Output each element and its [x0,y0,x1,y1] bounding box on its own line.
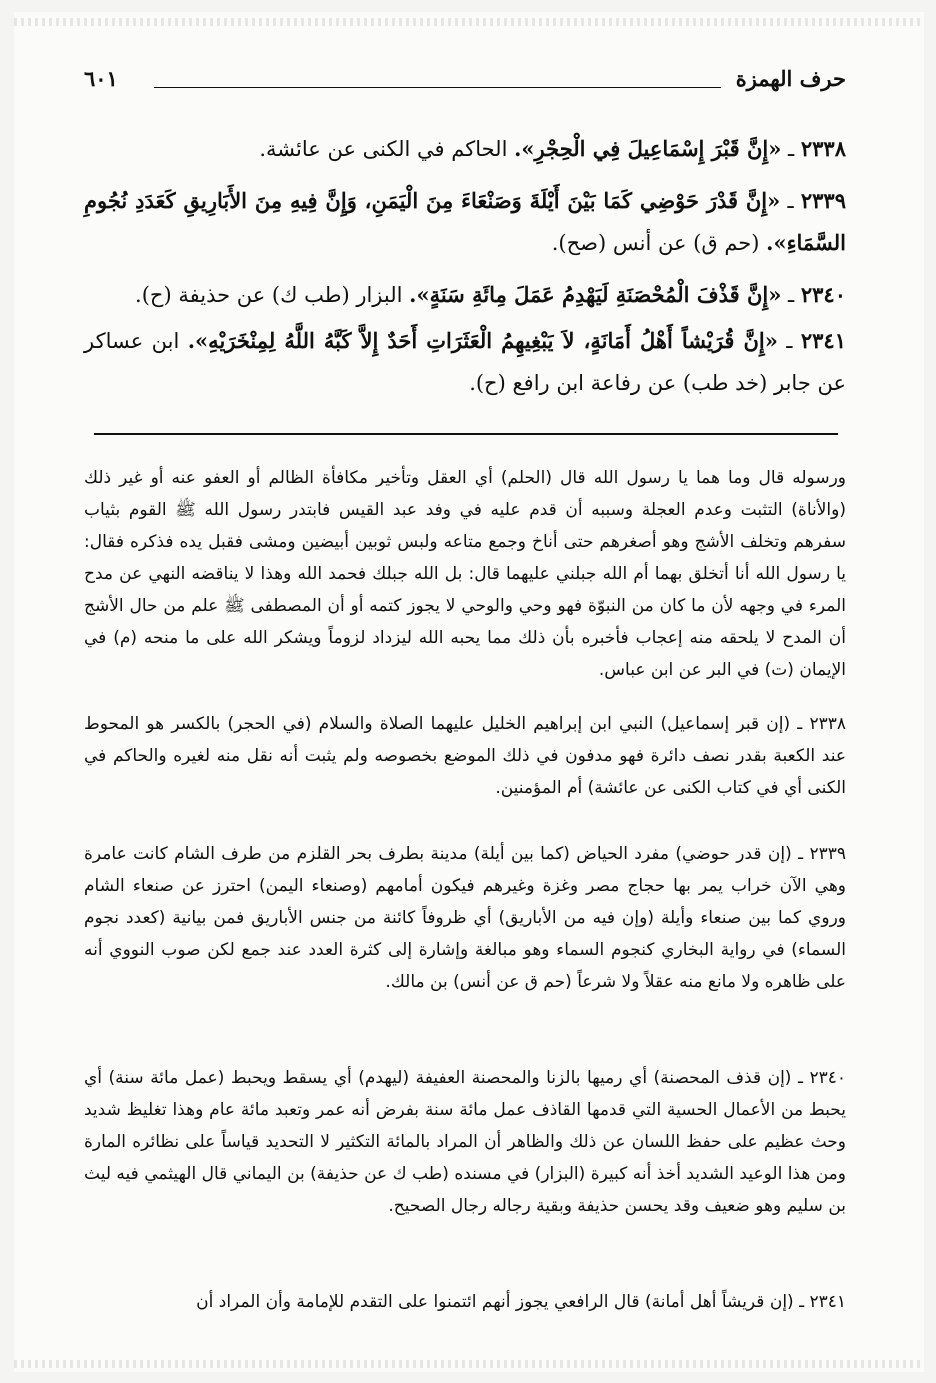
commentary-2341: ٢٣٤١ ـ (إن قريشاً أهل أمانة) قال الرافعي يجوز أنهم ائتمنوا على التقدم للإمامة وأن المراد أن [196,1292,846,1312]
hadith-source: البزار (طب ك) عن حذيفة (ح). [135,283,403,307]
hadith-text: «إِنَّ قُرَيْشاً أَهْلُ أَمَانَةٍ، لاَ يَبْغِيهِمُ الْعَثَرَاتِ أَحَدٌ إِلاَّ كَبَّهُ اللَّهُ لِمِنْخَرَيْهِ». [187,328,778,353]
hadith-text: «إِنَّ قَذْفَ الْمُحْصَنَةِ لَيَهْدِمُ عَمَلَ مِائَةِ سَنَةٍ». [409,282,782,307]
hadith-text: «إِنَّ قَدْرَ حَوْضِي كَمَا بَيْنَ أَيْلَةَ وَصَنْعَاءَ مِنَ الْيَمَنِ، وَإِنَّ فِيهِ مِنَ الأَبَارِيقِ كَعَدَدِ نُجُومِ السَّمَاءِ». [84,188,846,255]
footnote-separator [94,433,838,435]
hadith-number: ٢٣٣٨ [800,136,846,161]
hadith-text: «إِنَّ قَبْرَ إِسْمَاعِيلَ فِي الْحِجْرِ». [514,136,782,161]
commentary-2338: ٢٣٣٨ ـ (إن قبر إسماعيل) النبي ابن إبراهيم الخليل عليهما الصلاة والسلام (في الحجر) بالكسر هو المحوط عند الكعبة بقدر نصف دائرة فهو مدفون في ذلك الموضع بخصوصه ولم يثبت أنه نقل منه لغيره والحاكم في الكنى أي في كتاب الكنى عن عائشة) أم المؤمنين. [84,714,846,798]
hadith-number: ٢٣٤١ [800,328,846,353]
header-rule [154,87,721,88]
chapter-title: حرف الهمزة [735,66,846,91]
commentary-intro: ورسوله قال وما هما يا رسول الله قال (الحلم) أي العقل وتأخير مكافأة الظالم أو العفو عنه أو غير ذلك (والأناة) التثبت وعدم العجلة وسببه أن قدم عليه في وفد عبد القيس فابتدر رسول الله ﷺ القوم بثياب سفرهم وتخلف الأشج وهو أصغرهم حتى أناخ وجمع متاعه ولبس ثوبين أبيضين ومشى فقبل يده فذكره فقال: يا رسول الله أنا أتخلق بهما أم الله جبلني عليهما قال: بل الله جبلك فحمد الله وهذا لا يناقضه النهي عن مدح المرء في وجهه لأن ما كان من النبوّة فهو وحي والوحي لا يجوز كتمه أو أن المصطفى ﷺ علم من حال الأشج أن المدح لا يلحقه منه إعجاب فأخبره بأن ذلك مما يحبه الله ليزداد لزوماً ويشكر الله على ما منحه (م) في الإيمان (ت) في البر عن ابن عباس. [84,468,846,680]
hadith-2341: ٢٣٤١ ـ «إِنَّ قُرَيْشاً أَهْلُ أَمَانَةٍ، لاَ يَبْغِيهِمُ الْعَثَرَاتِ أَحَدٌ إِلاَّ كَبَّهُ اللَّهُ لِمِنْخَرَيْهِ». ابن عساكر عن جابر (خد طب) عن رفاعة ابن رافع (ح). [84,328,846,395]
hadith-source: (حم ق) عن أنس (صح). [551,231,760,255]
commentary-2339: ٢٣٣٩ ـ (إن قدر حوضي) مفرد الحياض (كما بين أيلة) مدينة بطرف بحر القلزم من طرف الشام كانت عامرة وهي الآن خراب يمر بها حجاج مصر وغزة وغيرهم فيكون أمامهم (وصنعاء اليمن) احترز عن صنعاء الشام وروي كما بين صنعاء وأيلة (وإن فيه من الأباريق) أي ظروفاً كائنة من جنس الأباريق فمن بيانية (كعدد نجوم السماء) في رواية البخاري كنجوم السماء وهو مبالغة وإشارة إلى كثرة العدد عند جمع لكن صوب النووي أنه على ظاهره ولا مانع منه عقلاً ولا شرعاً (حم ق عن أنس) بن مالك. [84,844,846,992]
page-header [84,66,846,96]
hadith-2338: ٢٣٣٨ ـ «إِنَّ قَبْرَ إِسْمَاعِيلَ فِي الْحِجْرِ». الحاكم في الكنى عن عائشة. [259,136,846,161]
commentary-2340: ٢٣٤٠ ـ (إن قذف المحصنة) أي رميها بالزنا والمحصنة العفيفة (ليهدم) أي يسقط ويحبط (عمل مائة سنة) أي يحبط من الأعمال الحسية التي قدمها القاذف عمل مائة سنة بفرض أنه عمر وتعبد مائة عام وهذا تغليظ شديد وحث عظيم على حفظ اللسان عن ذلك والظاهر أن المراد بالمائة التكثير لا التحديد قياساً على نظائره المارة ومن هذا الوعيد الشديد أخذ أنه كبيرة (البزار) في مسنده (طب ك عن حذيفة) بن اليماني قال الهيثمي فيه ليث بن سليم وهو ضعيف وقد يحسن حذيفة وبقية رجاله رجال الصحيح. [84,1068,846,1216]
hadith-2339: ٢٣٣٩ ـ «إِنَّ قَدْرَ حَوْضِي كَمَا بَيْنَ أَيْلَةَ وَصَنْعَاءَ مِنَ الْيَمَنِ، وَإِنَّ فِيهِ مِنَ الأَبَارِيقِ كَعَدَدِ نُجُومِ السَّمَاءِ». (حم ق) عن أنس (صح). [84,188,846,255]
page-number: ٦٠١ [84,66,118,91]
hadith-number: ٢٣٤٠ [800,282,846,307]
hadith-source: الحاكم في الكنى عن عائشة. [259,137,508,161]
hadith-2340: ٢٣٤٠ ـ «إِنَّ قَذْفَ الْمُحْصَنَةِ لَيَهْدِمُ عَمَلَ مِائَةِ سَنَةٍ». البزار (طب ك) عن حذيفة (ح). [135,282,846,307]
hadith-source: ابن عساكر عن جابر (خد طب) عن رفاعة ابن رافع (ح). [84,329,846,395]
scan-edge-bottom [14,1360,924,1368]
scan-edge-top [14,18,924,26]
hadith-number: ٢٣٣٩ [800,188,846,213]
